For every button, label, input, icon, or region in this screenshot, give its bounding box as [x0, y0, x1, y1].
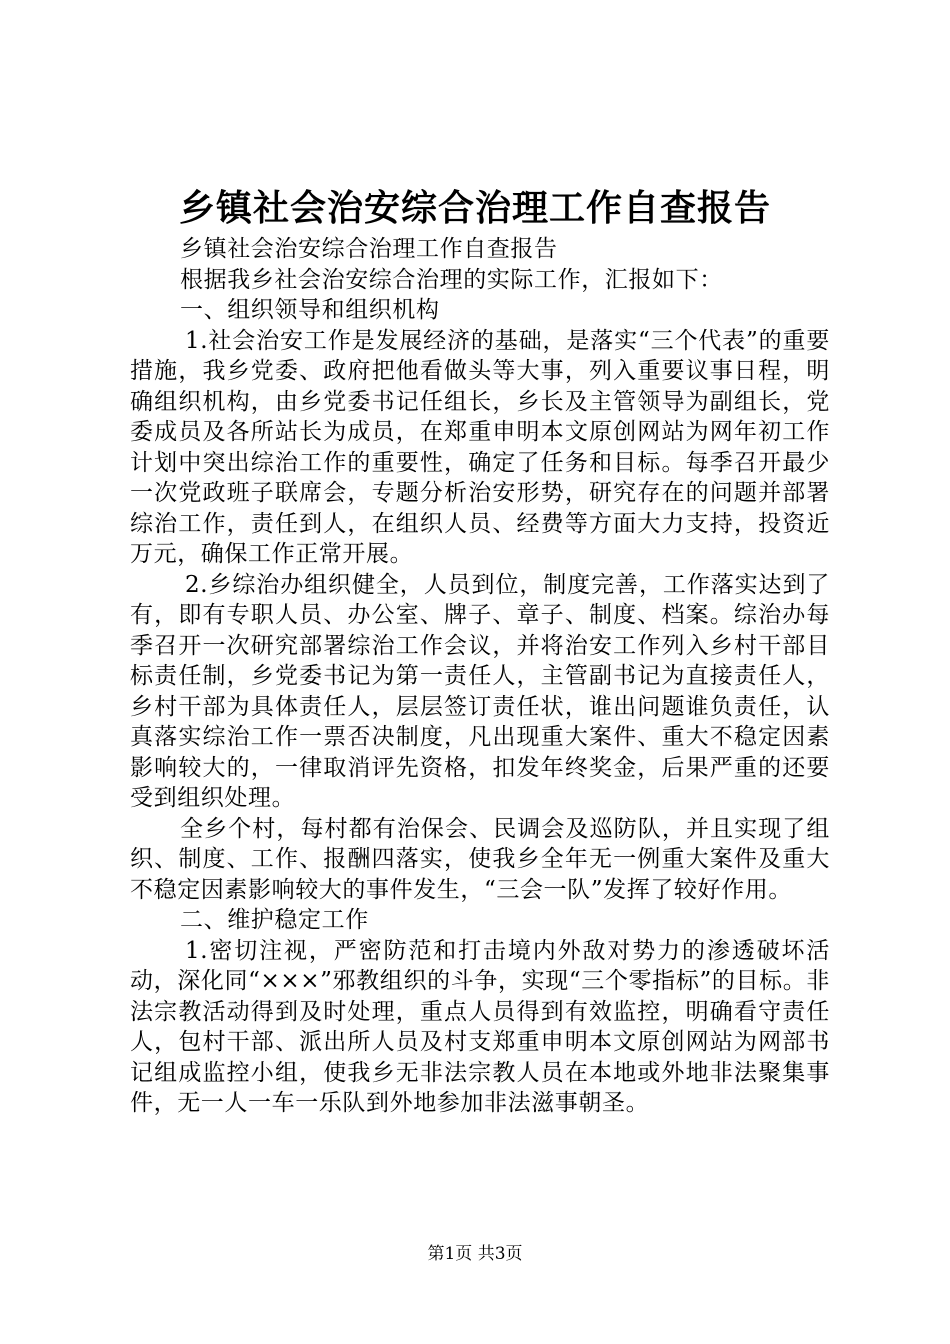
paragraph-subtitle: 乡镇社会治安综合治理工作自查报告 [180, 236, 558, 262]
document-title: 乡镇社会治安综合治理工作自查报告 [178, 187, 771, 229]
section-heading-2: 二、维护稳定工作 [180, 907, 369, 933]
section-heading-1: 一、组织领导和组织机构 [180, 297, 440, 323]
paragraph-1-3: 全乡个村，每村都有治保会、民调会及巡防队，并且实现了组织、制度、工作、报酬四落实，使我乡全年无一例重大案件及重大不稳定因素影响较大的事件发生，“三会一队”发挥了较好作用。 [130, 815, 830, 903]
paragraph-1-2: 2.乡综治办组织健全，人员到位，制度完善，工作落实达到了有，即有专职人员、办公室、牌子、章子、制度、档案。综治办每季召开一次研究部署综治工作会议，并将治安工作列入乡村干部目标责任制，乡党委书记为第一责任人，主管副书记为直接责任人，乡村干部为具体责任人，层层签订责任状，谁出问题谁负责任，认真落实综治工作一票否决制度，凡出现重大案件、重大不稳定因素影响较大的，一律取消评先资格，扣发年终奖金，后果严重的还要受到组织处理。 [130, 571, 830, 811]
paragraph-1-1: 1.社会治安工作是发展经济的基础，是落实“三个代表”的重要措施，我乡党委、政府把他看做头等大事，列入重要议事日程，明确组织机构，由乡党委书记任组长，乡长及主管领导为副组长，党委成员及各所站长为成员，在郑重申明本文原创网站为网年初工作计划中突出综治工作的重要性，确定了任务和目标。每季召开最少一次党政班子联席会，专题分析治安形势，研究存在的问题并部署综治工作，责任到人，在组织人员、经费等方面大力支持，投资近万元，确保工作正常开展。 [130, 327, 830, 567]
paragraph-intro: 根据我乡社会治安综合治理的实际工作，汇报如下： [180, 266, 723, 293]
page-number-footer: 第1页 共3页 [427, 1244, 523, 1264]
paragraph-2-1: 1.密切注视，严密防范和打击境内外敌对势力的渗透破坏活动，深化同“×××”邪教组织的斗争，实现“三个零指标”的目标。非法宗教活动得到及时处理，重点人员得到有效监控，明确看守责任人，包村干部、派出所人员及村支郑重申明本文原创网站为网部书记组成监控小组，使我乡无非法宗教人员在本地或外地非法聚集事件，无一人一车一乐队到外地参加非法滋事朝圣。 [130, 937, 830, 1116]
document-body [130, 234, 830, 1119]
